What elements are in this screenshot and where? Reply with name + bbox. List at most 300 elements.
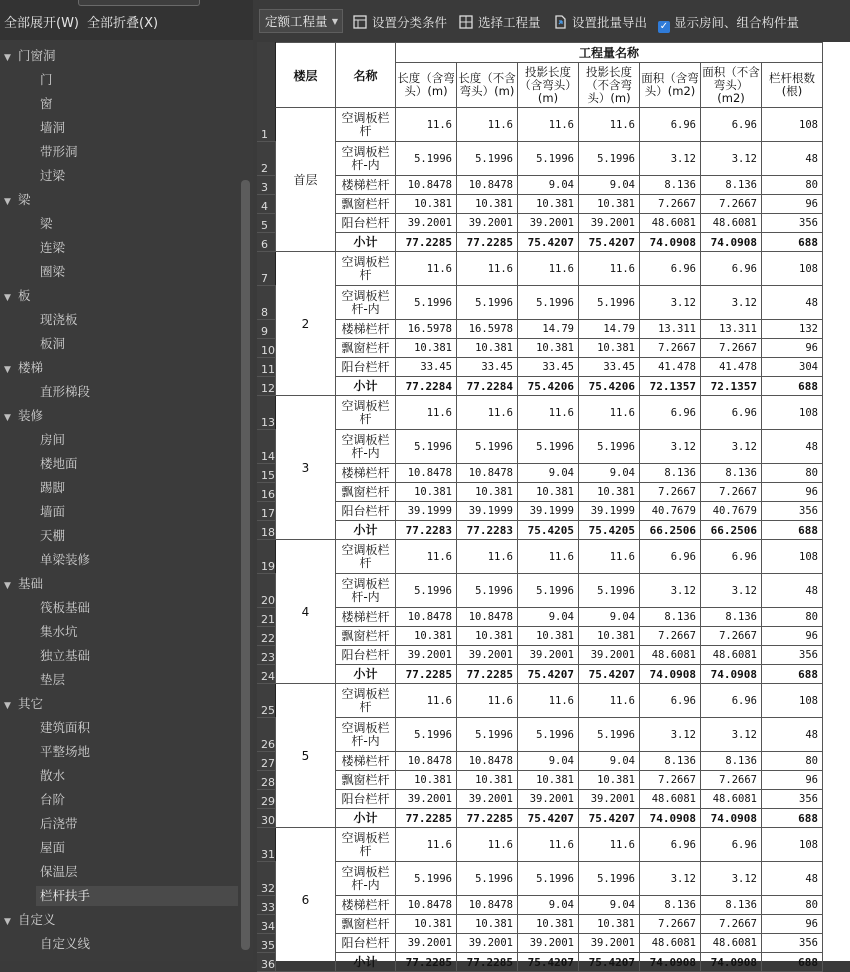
value-cell[interactable]: 9.04 xyxy=(579,464,640,483)
value-cell[interactable]: 304 xyxy=(762,358,823,377)
name-cell[interactable]: 小计 xyxy=(336,665,396,684)
value-cell[interactable]: 39.2001 xyxy=(396,214,457,233)
value-cell[interactable]: 48.6081 xyxy=(640,214,701,233)
value-cell[interactable]: 3.12 xyxy=(640,286,701,320)
value-cell[interactable]: 8.136 xyxy=(640,176,701,195)
value-cell[interactable]: 39.1999 xyxy=(457,502,518,521)
value-cell[interactable]: 74.0908 xyxy=(701,665,762,684)
value-cell[interactable]: 8.136 xyxy=(701,752,762,771)
value-cell[interactable]: 688 xyxy=(762,665,823,684)
quantity-column-header[interactable]: 投影长度（不含弯头）(m) xyxy=(579,63,640,108)
tree-item[interactable]: 集水坑 xyxy=(40,624,78,639)
value-cell[interactable]: 11.6 xyxy=(396,828,457,862)
show-rooms-checkbox[interactable] xyxy=(658,13,799,33)
name-cell[interactable]: 小计 xyxy=(336,809,396,828)
value-cell[interactable]: 11.6 xyxy=(579,396,640,430)
value-cell[interactable]: 108 xyxy=(762,828,823,862)
value-cell[interactable]: 41.478 xyxy=(640,358,701,377)
tree-item[interactable]: 楼地面 xyxy=(40,456,78,471)
value-cell[interactable]: 6.96 xyxy=(701,540,762,574)
value-cell[interactable]: 39.2001 xyxy=(518,790,579,809)
table-row[interactable] xyxy=(258,627,823,646)
table-row[interactable] xyxy=(258,915,823,934)
value-cell[interactable]: 96 xyxy=(762,915,823,934)
collapse-arrow-icon[interactable]: ▼ xyxy=(4,293,11,303)
value-cell[interactable]: 39.2001 xyxy=(579,214,640,233)
select-quantity-button[interactable] xyxy=(459,13,541,32)
value-cell[interactable]: 80 xyxy=(762,176,823,195)
value-cell[interactable]: 5.1996 xyxy=(396,862,457,896)
value-cell[interactable]: 39.2001 xyxy=(518,646,579,665)
value-cell[interactable]: 16.5978 xyxy=(457,320,518,339)
value-cell[interactable]: 3.12 xyxy=(701,286,762,320)
tree-item[interactable]: 房间 xyxy=(40,432,66,447)
tree-item[interactable]: 板洞 xyxy=(40,336,66,351)
value-cell[interactable]: 66.2506 xyxy=(701,521,762,540)
value-cell[interactable]: 5.1996 xyxy=(396,142,457,176)
name-cell[interactable]: 小计 xyxy=(336,377,396,396)
subtotal-row[interactable] xyxy=(258,233,823,252)
value-cell[interactable]: 96 xyxy=(762,771,823,790)
table-row[interactable] xyxy=(258,176,823,195)
tree-category[interactable] xyxy=(4,572,43,596)
value-cell[interactable]: 3.12 xyxy=(701,862,762,896)
value-cell[interactable]: 40.7679 xyxy=(701,502,762,521)
floor-header[interactable]: 楼层 xyxy=(276,43,336,108)
value-cell[interactable]: 11.6 xyxy=(457,252,518,286)
value-cell[interactable]: 74.0908 xyxy=(701,953,762,972)
value-cell[interactable]: 10.381 xyxy=(396,771,457,790)
value-cell[interactable]: 48.6081 xyxy=(701,934,762,953)
table-row[interactable] xyxy=(258,339,823,358)
tree-item[interactable]: 筏板基础 xyxy=(40,600,91,615)
tree-item[interactable]: 自定义线 xyxy=(40,936,91,951)
value-cell[interactable]: 6.96 xyxy=(640,684,701,718)
floor-cell[interactable]: 2 xyxy=(276,252,336,396)
value-cell[interactable]: 11.6 xyxy=(457,108,518,142)
value-cell[interactable]: 5.1996 xyxy=(396,286,457,320)
value-cell[interactable]: 77.2285 xyxy=(396,665,457,684)
collapse-arrow-icon[interactable]: ▼ xyxy=(4,197,11,207)
value-cell[interactable]: 48 xyxy=(762,574,823,608)
value-cell[interactable]: 39.1999 xyxy=(396,502,457,521)
value-cell[interactable]: 3.12 xyxy=(640,574,701,608)
tree-category[interactable] xyxy=(4,284,31,308)
value-cell[interactable]: 5.1996 xyxy=(457,430,518,464)
value-cell[interactable]: 39.2001 xyxy=(396,790,457,809)
value-cell[interactable]: 5.1996 xyxy=(518,718,579,752)
name-cell[interactable]: 空调板栏杆-内 xyxy=(336,574,396,608)
value-cell[interactable]: 11.6 xyxy=(579,828,640,862)
value-cell[interactable]: 7.2667 xyxy=(701,771,762,790)
subtotal-row[interactable] xyxy=(258,953,823,972)
tree-item[interactable]: 单梁装修 xyxy=(40,552,91,567)
value-cell[interactable]: 48 xyxy=(762,862,823,896)
name-cell[interactable]: 飘窗栏杆 xyxy=(336,915,396,934)
value-cell[interactable]: 11.6 xyxy=(396,108,457,142)
quantity-column-header[interactable]: 长度（不含弯头）(m) xyxy=(457,63,518,108)
value-cell[interactable]: 11.6 xyxy=(518,684,579,718)
table-row[interactable] xyxy=(258,934,823,953)
value-cell[interactable]: 6.96 xyxy=(701,396,762,430)
quantity-column-header[interactable]: 面积（不含弯头）(m2) xyxy=(701,63,762,108)
value-cell[interactable]: 6.96 xyxy=(640,828,701,862)
value-cell[interactable]: 11.6 xyxy=(518,396,579,430)
value-cell[interactable]: 74.0908 xyxy=(640,953,701,972)
value-cell[interactable]: 688 xyxy=(762,521,823,540)
name-cell[interactable]: 空调板栏杆-内 xyxy=(336,862,396,896)
subtotal-row[interactable] xyxy=(258,521,823,540)
value-cell[interactable]: 75.4207 xyxy=(518,665,579,684)
name-cell[interactable]: 空调板栏杆-内 xyxy=(336,286,396,320)
value-cell[interactable]: 356 xyxy=(762,214,823,233)
value-cell[interactable]: 5.1996 xyxy=(579,718,640,752)
value-cell[interactable]: 7.2667 xyxy=(640,915,701,934)
value-cell[interactable]: 356 xyxy=(762,646,823,665)
value-cell[interactable]: 10.8478 xyxy=(457,896,518,915)
value-cell[interactable]: 72.1357 xyxy=(701,377,762,396)
name-cell[interactable]: 阳台栏杆 xyxy=(336,502,396,521)
value-cell[interactable]: 3.12 xyxy=(701,430,762,464)
name-cell[interactable]: 飘窗栏杆 xyxy=(336,339,396,358)
value-cell[interactable]: 74.0908 xyxy=(640,665,701,684)
name-cell[interactable]: 阳台栏杆 xyxy=(336,358,396,377)
floor-cell[interactable]: 6 xyxy=(276,828,336,972)
quantity-column-header[interactable]: 栏杆根数(根) xyxy=(762,63,823,108)
value-cell[interactable]: 10.381 xyxy=(396,483,457,502)
table-row[interactable] xyxy=(258,828,823,862)
value-cell[interactable]: 39.2001 xyxy=(579,646,640,665)
value-cell[interactable]: 8.136 xyxy=(640,464,701,483)
value-cell[interactable]: 74.0908 xyxy=(701,233,762,252)
value-cell[interactable]: 5.1996 xyxy=(457,718,518,752)
value-cell[interactable]: 3.12 xyxy=(701,718,762,752)
table-row[interactable] xyxy=(258,464,823,483)
name-cell[interactable]: 飘窗栏杆 xyxy=(336,627,396,646)
value-cell[interactable]: 75.4205 xyxy=(518,521,579,540)
table-row[interactable] xyxy=(258,684,823,718)
tree-item[interactable]: 直形梯段 xyxy=(40,384,91,399)
tree-item[interactable]: 保温层 xyxy=(40,864,78,879)
value-cell[interactable]: 11.6 xyxy=(579,684,640,718)
name-header[interactable]: 名称 xyxy=(336,43,396,108)
value-cell[interactable]: 11.6 xyxy=(396,252,457,286)
name-cell[interactable]: 小计 xyxy=(336,233,396,252)
value-cell[interactable]: 3.12 xyxy=(640,862,701,896)
collapse-arrow-icon[interactable]: ▼ xyxy=(4,581,11,591)
table-row[interactable] xyxy=(258,540,823,574)
value-cell[interactable]: 39.2001 xyxy=(457,934,518,953)
value-cell[interactable]: 77.2285 xyxy=(457,233,518,252)
value-cell[interactable]: 6.96 xyxy=(701,684,762,718)
tree-item[interactable]: 散水 xyxy=(40,768,66,783)
value-cell[interactable]: 77.2285 xyxy=(396,233,457,252)
tree-item[interactable]: 现浇板 xyxy=(40,312,78,327)
value-cell[interactable]: 10.8478 xyxy=(457,752,518,771)
value-cell[interactable]: 96 xyxy=(762,483,823,502)
floor-cell[interactable]: 4 xyxy=(276,540,336,684)
value-cell[interactable]: 80 xyxy=(762,896,823,915)
value-cell[interactable]: 5.1996 xyxy=(518,142,579,176)
value-cell[interactable]: 74.0908 xyxy=(640,809,701,828)
value-cell[interactable]: 11.6 xyxy=(518,252,579,286)
table-row[interactable] xyxy=(258,396,823,430)
value-cell[interactable]: 11.6 xyxy=(579,540,640,574)
tree-item[interactable]: 独立基础 xyxy=(40,648,91,663)
value-cell[interactable]: 33.45 xyxy=(579,358,640,377)
tree-item[interactable]: 垫层 xyxy=(40,672,66,687)
value-cell[interactable]: 11.6 xyxy=(396,396,457,430)
value-cell[interactable]: 77.2285 xyxy=(457,665,518,684)
value-cell[interactable]: 66.2506 xyxy=(640,521,701,540)
value-cell[interactable]: 16.5978 xyxy=(396,320,457,339)
name-cell[interactable]: 楼梯栏杆 xyxy=(336,608,396,627)
collapse-arrow-icon[interactable]: ▼ xyxy=(4,917,11,927)
value-cell[interactable]: 74.0908 xyxy=(701,809,762,828)
collapse-all-button[interactable]: 全部折叠(X) xyxy=(87,16,159,31)
value-cell[interactable]: 77.2283 xyxy=(457,521,518,540)
value-cell[interactable]: 10.381 xyxy=(457,339,518,358)
table-row[interactable] xyxy=(258,896,823,915)
value-cell[interactable]: 5.1996 xyxy=(457,862,518,896)
value-cell[interactable]: 10.381 xyxy=(579,771,640,790)
value-cell[interactable]: 3.12 xyxy=(640,430,701,464)
tree-item[interactable]: 梁 xyxy=(40,216,53,231)
value-cell[interactable]: 77.2283 xyxy=(396,521,457,540)
tree-category[interactable] xyxy=(4,44,56,68)
value-cell[interactable]: 10.8478 xyxy=(396,608,457,627)
value-cell[interactable]: 8.136 xyxy=(640,752,701,771)
name-cell[interactable]: 空调板栏杆 xyxy=(336,684,396,718)
value-cell[interactable]: 48.6081 xyxy=(701,790,762,809)
value-cell[interactable]: 9.04 xyxy=(518,608,579,627)
name-cell[interactable]: 楼梯栏杆 xyxy=(336,896,396,915)
value-cell[interactable]: 10.381 xyxy=(518,339,579,358)
value-cell[interactable]: 39.2001 xyxy=(457,214,518,233)
tree-category[interactable] xyxy=(4,404,43,428)
quantity-column-header[interactable]: 面积（含弯头）(m2) xyxy=(640,63,701,108)
batch-export-button[interactable] xyxy=(553,13,647,32)
value-cell[interactable]: 9.04 xyxy=(518,176,579,195)
table-row[interactable] xyxy=(258,771,823,790)
name-cell[interactable]: 空调板栏杆 xyxy=(336,828,396,862)
value-cell[interactable]: 39.1999 xyxy=(579,502,640,521)
value-cell[interactable]: 33.45 xyxy=(457,358,518,377)
value-cell[interactable]: 8.136 xyxy=(640,896,701,915)
value-cell[interactable]: 80 xyxy=(762,608,823,627)
value-cell[interactable]: 6.96 xyxy=(640,396,701,430)
value-cell[interactable]: 10.381 xyxy=(579,195,640,214)
value-cell[interactable]: 10.8478 xyxy=(457,176,518,195)
value-cell[interactable]: 75.4206 xyxy=(579,377,640,396)
value-cell[interactable]: 5.1996 xyxy=(457,142,518,176)
value-cell[interactable]: 108 xyxy=(762,396,823,430)
table-row[interactable] xyxy=(258,646,823,665)
value-cell[interactable]: 9.04 xyxy=(518,896,579,915)
value-cell[interactable]: 5.1996 xyxy=(396,430,457,464)
value-cell[interactable]: 5.1996 xyxy=(579,142,640,176)
value-cell[interactable]: 6.96 xyxy=(701,108,762,142)
value-cell[interactable]: 75.4206 xyxy=(518,377,579,396)
value-cell[interactable]: 7.2667 xyxy=(701,339,762,358)
value-cell[interactable]: 5.1996 xyxy=(579,430,640,464)
table-row[interactable] xyxy=(258,483,823,502)
value-cell[interactable]: 48.6081 xyxy=(701,214,762,233)
name-cell[interactable]: 空调板栏杆 xyxy=(336,396,396,430)
value-cell[interactable]: 10.8478 xyxy=(396,176,457,195)
value-cell[interactable]: 96 xyxy=(762,339,823,358)
value-cell[interactable]: 5.1996 xyxy=(457,574,518,608)
value-cell[interactable]: 7.2667 xyxy=(640,771,701,790)
value-cell[interactable]: 9.04 xyxy=(579,896,640,915)
value-cell[interactable]: 688 xyxy=(762,377,823,396)
table-row[interactable] xyxy=(258,320,823,339)
value-cell[interactable]: 10.381 xyxy=(396,195,457,214)
value-cell[interactable]: 48.6081 xyxy=(640,934,701,953)
value-cell[interactable]: 8.136 xyxy=(701,464,762,483)
value-cell[interactable]: 5.1996 xyxy=(457,286,518,320)
value-cell[interactable]: 10.8478 xyxy=(396,896,457,915)
value-cell[interactable]: 9.04 xyxy=(579,608,640,627)
value-cell[interactable]: 10.381 xyxy=(457,483,518,502)
value-cell[interactable]: 40.7679 xyxy=(640,502,701,521)
value-cell[interactable]: 5.1996 xyxy=(518,862,579,896)
tree-item[interactable]: 屋面 xyxy=(40,840,66,855)
value-cell[interactable]: 75.4205 xyxy=(579,521,640,540)
value-cell[interactable]: 11.6 xyxy=(518,540,579,574)
value-cell[interactable]: 688 xyxy=(762,809,823,828)
value-cell[interactable]: 77.2285 xyxy=(396,809,457,828)
value-cell[interactable]: 7.2667 xyxy=(640,339,701,358)
value-cell[interactable]: 9.04 xyxy=(518,464,579,483)
value-cell[interactable]: 11.6 xyxy=(457,828,518,862)
value-cell[interactable]: 75.4207 xyxy=(518,953,579,972)
value-cell[interactable]: 7.2667 xyxy=(640,627,701,646)
value-cell[interactable]: 356 xyxy=(762,790,823,809)
value-cell[interactable]: 39.2001 xyxy=(579,934,640,953)
value-cell[interactable]: 74.0908 xyxy=(640,233,701,252)
value-cell[interactable]: 10.8478 xyxy=(396,752,457,771)
name-cell[interactable]: 阳台栏杆 xyxy=(336,214,396,233)
name-cell[interactable]: 空调板栏杆-内 xyxy=(336,142,396,176)
value-cell[interactable]: 356 xyxy=(762,934,823,953)
value-cell[interactable]: 96 xyxy=(762,627,823,646)
value-cell[interactable]: 77.2285 xyxy=(396,953,457,972)
floor-cell[interactable]: 首层 xyxy=(276,108,336,252)
value-cell[interactable]: 80 xyxy=(762,464,823,483)
tree-scrollbar[interactable] xyxy=(241,180,250,950)
value-cell[interactable]: 6.96 xyxy=(701,828,762,862)
value-cell[interactable]: 10.381 xyxy=(518,627,579,646)
table-row[interactable] xyxy=(258,286,823,320)
value-cell[interactable]: 75.4207 xyxy=(518,233,579,252)
collapse-arrow-icon[interactable]: ▼ xyxy=(4,413,11,423)
value-cell[interactable]: 6.96 xyxy=(640,540,701,574)
value-cell[interactable]: 10.381 xyxy=(396,627,457,646)
value-cell[interactable]: 108 xyxy=(762,252,823,286)
tree-item[interactable]: 过梁 xyxy=(40,168,66,183)
value-cell[interactable]: 10.381 xyxy=(579,483,640,502)
value-cell[interactable]: 10.8478 xyxy=(457,464,518,483)
value-cell[interactable]: 39.2001 xyxy=(518,214,579,233)
tree-item[interactable]: 墙洞 xyxy=(40,120,66,135)
value-cell[interactable]: 75.4207 xyxy=(579,665,640,684)
value-cell[interactable]: 3.12 xyxy=(701,574,762,608)
tree-item[interactable]: 窗 xyxy=(40,96,53,111)
name-cell[interactable]: 空调板栏杆-内 xyxy=(336,430,396,464)
value-cell[interactable]: 48.6081 xyxy=(640,790,701,809)
value-cell[interactable]: 75.4207 xyxy=(579,233,640,252)
name-cell[interactable]: 阳台栏杆 xyxy=(336,790,396,809)
value-cell[interactable]: 39.2001 xyxy=(396,934,457,953)
tree-item[interactable]: 建筑面积 xyxy=(40,720,91,735)
value-cell[interactable]: 10.381 xyxy=(579,627,640,646)
value-cell[interactable]: 5.1996 xyxy=(518,286,579,320)
name-cell[interactable]: 阳台栏杆 xyxy=(336,646,396,665)
value-cell[interactable]: 5.1996 xyxy=(579,574,640,608)
value-cell[interactable]: 9.04 xyxy=(579,752,640,771)
value-cell[interactable]: 11.6 xyxy=(579,252,640,286)
tree-item[interactable]: 天棚 xyxy=(40,528,66,543)
value-cell[interactable]: 10.381 xyxy=(396,339,457,358)
subtotal-row[interactable] xyxy=(258,809,823,828)
table-row[interactable] xyxy=(258,108,823,142)
value-cell[interactable]: 108 xyxy=(762,684,823,718)
value-cell[interactable]: 10.381 xyxy=(579,915,640,934)
value-cell[interactable]: 39.2001 xyxy=(396,646,457,665)
value-cell[interactable]: 8.136 xyxy=(701,608,762,627)
value-cell[interactable]: 75.4207 xyxy=(579,953,640,972)
tree-category[interactable] xyxy=(4,908,56,932)
tree-category[interactable] xyxy=(4,356,43,380)
value-cell[interactable]: 8.136 xyxy=(701,896,762,915)
value-cell[interactable]: 6.96 xyxy=(701,252,762,286)
tree-item[interactable]: 带形洞 xyxy=(40,144,78,159)
value-cell[interactable]: 11.6 xyxy=(396,540,457,574)
value-cell[interactable]: 7.2667 xyxy=(701,627,762,646)
value-cell[interactable]: 10.381 xyxy=(518,195,579,214)
floor-cell[interactable]: 5 xyxy=(276,684,336,828)
value-cell[interactable]: 10.381 xyxy=(518,483,579,502)
value-cell[interactable]: 13.311 xyxy=(701,320,762,339)
quantity-column-header[interactable]: 长度（含弯头）(m) xyxy=(396,63,457,108)
value-cell[interactable]: 3.12 xyxy=(701,142,762,176)
value-cell[interactable]: 3.12 xyxy=(640,718,701,752)
value-cell[interactable]: 75.4207 xyxy=(518,809,579,828)
value-cell[interactable]: 7.2667 xyxy=(640,195,701,214)
value-cell[interactable]: 48 xyxy=(762,430,823,464)
tree-item[interactable]: 平整场地 xyxy=(40,744,91,759)
value-cell[interactable]: 10.381 xyxy=(396,915,457,934)
value-cell[interactable]: 3.12 xyxy=(640,142,701,176)
value-cell[interactable]: 11.6 xyxy=(579,108,640,142)
table-row[interactable] xyxy=(258,790,823,809)
name-cell[interactable]: 空调板栏杆 xyxy=(336,540,396,574)
value-cell[interactable]: 10.8478 xyxy=(457,608,518,627)
name-cell[interactable]: 楼梯栏杆 xyxy=(336,176,396,195)
value-cell[interactable]: 11.6 xyxy=(518,108,579,142)
subtotal-row[interactable] xyxy=(258,377,823,396)
table-row[interactable] xyxy=(258,142,823,176)
value-cell[interactable]: 39.2001 xyxy=(457,790,518,809)
value-cell[interactable]: 10.381 xyxy=(457,627,518,646)
value-cell[interactable]: 10.8478 xyxy=(396,464,457,483)
table-row[interactable] xyxy=(258,252,823,286)
value-cell[interactable]: 11.6 xyxy=(457,396,518,430)
value-cell[interactable]: 41.478 xyxy=(701,358,762,377)
value-cell[interactable]: 80 xyxy=(762,752,823,771)
tree-item[interactable]: 踢脚 xyxy=(40,480,66,495)
